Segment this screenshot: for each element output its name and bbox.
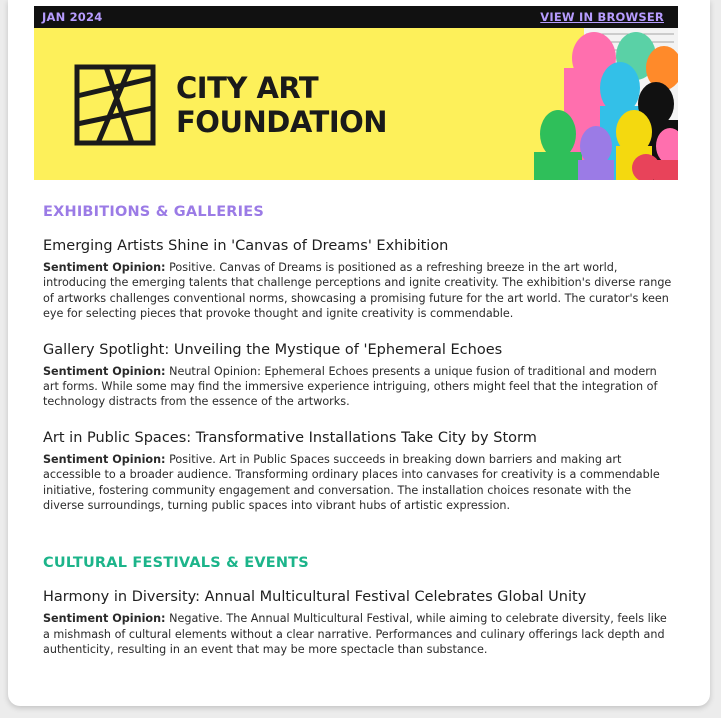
article-title: Emerging Artists Shine in 'Canvas of Dreams' Exhibition — [43, 238, 449, 254]
article-title: Harmony in Diversity: Annual Multicultural Festival Celebrates Global Unity — [43, 589, 587, 606]
multicolor-silhouettes-icon — [524, 28, 678, 180]
newsletter-content — [43, 204, 673, 678]
city-grid-logo-icon — [74, 64, 156, 146]
article-ephemeral-echoes — [43, 342, 673, 410]
section-festivals — [43, 555, 673, 657]
logo-line-2: FOUNDATION — [176, 105, 388, 139]
logo-line-1: CITY ART — [176, 71, 319, 105]
article-body — [43, 611, 673, 657]
section-exhibitions — [43, 204, 673, 513]
article-title: Gallery Spotlight: Unveiling the Mystique of 'Ephemeral Echoes — [43, 341, 503, 358]
foundation-name — [176, 71, 387, 139]
hero-banner — [34, 28, 678, 180]
article-title: Art in Public Spaces: Transformative Installations Take City by Storm — [43, 429, 537, 446]
article-body — [43, 260, 673, 322]
section-heading: EXHIBITIONS & GALLERIES — [43, 204, 265, 220]
article-body — [43, 364, 673, 410]
sentiment-text: Positive. Canvas of Dreams is positioned as a refreshing breeze in the art world, introducing the emerging talents that challenge perceptions and ignite creativity. The exhibition's diverse range of artworks challenges conventional norms, showcasing a promising future for the art world. The curator's keen eye for selecting pieces that provoke thought and ignite creativity is commendable. — [43, 261, 672, 321]
top-bar — [34, 6, 678, 28]
article-canvas-of-dreams — [43, 238, 673, 322]
issue-date: JAN 2024 — [42, 10, 103, 24]
newsletter-card — [8, 0, 710, 706]
sentiment-text: Positive. Art in Public Spaces succeeds in breaking down barriers and making art accessible to a broader audience. Transforming ordinary places into canvases for creativity is a commendable initiative, fostering community engagement and conversation. The installation choices resonate with the diverse surroundings, turning public spaces into vibrant hubs of artistic expression. — [43, 452, 660, 513]
article-multicultural-festival — [43, 589, 673, 657]
sentiment-text: Negative. The Annual Multicultural Festival, while aiming to celebrate diversity, feels like a mishmash of cultural elements without a clear narrative. Performances and culinary offerings lack depth and authenticity, resulting in an event that may be more spectacle than substance. — [43, 612, 667, 657]
sentiment-label: Sentiment Opinion: — [43, 452, 166, 466]
sentiment-text: Neutral Opinion: Ephemeral Echoes presents a unique fusion of traditional and modern art forms. While some may find the immersive experience intriguing, others might feel that the integration of technology distracts from the essence of the artworks. — [43, 364, 658, 409]
view-in-browser-link[interactable]: VIEW IN BROWSER — [540, 10, 664, 24]
article-public-spaces — [43, 430, 673, 514]
article-body — [43, 452, 673, 514]
sentiment-label: Sentiment Opinion: — [43, 364, 166, 378]
section-heading: CULTURAL FESTIVALS & EVENTS — [43, 555, 309, 572]
sentiment-label: Sentiment Opinion: — [43, 612, 166, 626]
sentiment-label: Sentiment Opinion: — [43, 261, 166, 274]
